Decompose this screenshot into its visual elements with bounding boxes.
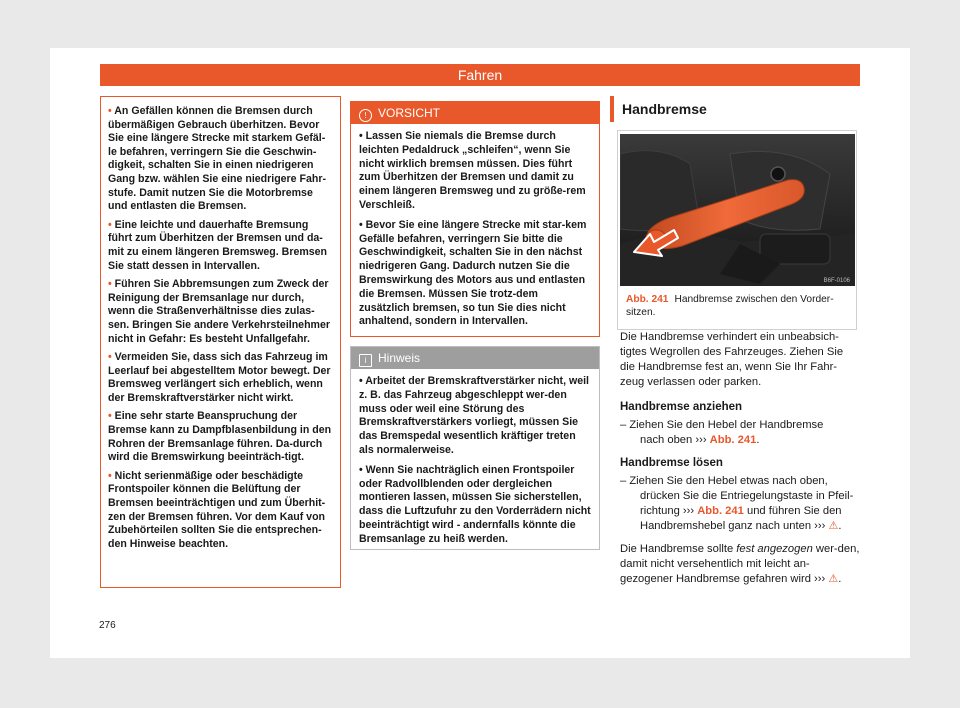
warning-item [108,351,333,405]
step-continuation [630,489,860,504]
release-heading: Handbremse lösen [620,457,723,469]
warning-item [108,410,333,464]
note-box-body [351,369,599,547]
final-text: wer-den, damit nicht versehentlich mit leicht an-gezogener Handbremse gefahren wird [620,543,860,585]
apply-step [620,418,860,448]
punctuation: . [838,573,842,585]
reference-arrows: ››› [695,434,707,446]
section-intro: Die Handbremse verhindert ein unbeabsich-tigtes Wegrollen des Fahrzeuges. Ziehen Sie die Handbremse fest an, wenn Sie Ihr Fahr-zeug verlassen oder parken. [620,331,844,388]
figure-link[interactable]: Abb. 241 [697,505,744,517]
figure-link[interactable]: Abb. 241 [709,434,757,446]
handbrake-figure [620,134,855,286]
handbrake-photo [620,134,855,286]
bullet-icon: • [108,469,112,482]
step-dash: – [620,419,627,431]
punctuation: . [756,434,760,446]
figure-caption [626,293,856,319]
final-emphasis: fest angezogen [736,543,813,555]
step-continuation [630,433,860,448]
bullet-icon: • [108,105,112,117]
warning-item-text: Vermeiden Sie, dass sich das Fahrzeug im Leerlauf bei abgestelltem Motor bewegt. Der Bremsweg verlängert sich erheblich, wenn der Bremskraftverstärker nicht wirkt. [108,351,331,404]
figure-caption-text: Handbremse zwischen den Vorder-sitzen. [626,294,834,318]
reference-arrows: ››› [682,505,695,517]
caution-box-title: VORSICHT [378,106,441,120]
warning-item-text: Nicht serienmäßige oder beschädigte Frontspoiler können die Belüftung der Bremsen beeinträchtigen und zum Überhit-zen der Bremsen führen. Vor dem Kauf von Zubehörteilen sollten Sie die entsprechen-den Hinweise beachten. [108,469,326,550]
caution-item: • Bevor Sie eine längere Strecke mit star-kem Gefälle befahren, verringern Sie bitte die Geschwindigkeit, schalten Sie in den nächst niedrigeren Gang. Dadurch nutzen Sie die Bremswirkung des Motors aus und entlasten die Bremsen. Müssen Sie trotz-dem zusätzlich bremsen, so tun Sie dies nicht anhaltend, sondern in Intervallen. [359,218,587,328]
bullet-icon: • [108,278,112,291]
note-box [350,346,600,550]
step-text: Ziehen Sie den Hebel etwas nach oben, [629,475,828,487]
step-continuation [630,519,860,534]
chapter-header: Fahren [100,64,860,86]
figure-code: B6F-0106 [823,278,850,284]
warning-item [108,219,333,273]
release-step [620,474,860,534]
warning-item-text: Eine sehr starte Beanspruchung der Bremse kann zu Dampfblasenbildung in den Rohren der Bremsanlage führen. Da-durch wird die Bremswirkung beeinträch-tigt. [108,410,332,464]
section-final [620,542,860,587]
section-heading: Handbremse [610,96,860,122]
reference-arrows: ››› [814,520,826,532]
handbrake-section [620,330,860,597]
final-text: Die Handbremse sollte [620,543,734,555]
punctuation: . [838,520,842,532]
step-text: drücken Sie die Entriegelungstaste in Pfeil- [640,490,854,502]
info-icon: i [359,354,372,367]
bullet-icon: • [108,218,112,231]
step-text: Ziehen Sie den Hebel der Handbremse [629,419,824,431]
step-continuation [630,504,860,519]
bullet-icon: • [108,351,112,364]
warning-item [108,278,333,346]
caution-box [350,101,600,337]
warning-item-text: Führen Sie Abbremsungen zum Zweck der Reinigung der Bremsanlage nur durch, wenn die Straßenverhältnisse dies zulas-sen. Bringen Sie andere Verkehrsteilnehmer nicht in Gefahr: Es besteht Unfallgefahr. [108,278,330,345]
apply-heading: Handbremse anziehen [620,401,743,413]
warning-box-brakes [100,96,341,588]
note-item: • Wenn Sie nachträglich einen Frontspoiler oder Radvollblenden oder dergleichen montieren lassen, müssen Sie sicherstellen, dass die Luftzufuhr zu den Vorderrädern nicht beeinträchtigt wird - andernfalls könnte die Bremsanlage zu heiß werden. [359,463,591,545]
caution-icon: ! [359,109,372,122]
note-box-header [351,347,599,369]
warning-item [108,470,333,552]
page-number: 276 [99,620,116,631]
warning-item-text: An Gefällen können die Bremsen durch übermäßigen Gebrauch überhitzen. Bevor Sie eine längere Strecke mit starkem Gefäl-le befahren, verringern Sie die Geschwin-digkeit, schalten Sie in einen niedrigeren Gang bzw. wählen Sie eine niedrigere Fahr-stufe. Damit nutzen Sie die Motorbremse und entlasten die Bremsen. [108,105,327,213]
warning-icon[interactable]: ⚠ [828,573,839,585]
caution-box-body [351,124,599,329]
step-text: und führen Sie den [746,505,842,517]
bullet-icon: • [108,410,112,423]
warning-icon[interactable]: ⚠ [828,520,839,532]
warning-item [108,105,333,214]
note-item: • Arbeitet der Bremskraftverstärker nicht, weil z. B. das Fahrzeug abgeschleppt wer-den muss oder weil eine Störung des Bremskraftverstärkers vorliegt, müssen Sie das Bremspedal wesentlich kräftiger treten als normalerweise. [359,375,589,456]
figure-label: Abb. 241 [626,294,669,305]
caution-item: • Lassen Sie niemals die Bremse durch leichten Pedaldruck „schleifen“, wenn Sie nicht wirklich bremsen müssen. Dies führt zum Überhitzen der Bremsen und damit zu einem längeren Bremsweg und zu größe-rem Verschleiß. [359,130,586,211]
reference-arrows: ››› [814,573,826,585]
warning-item-text: Eine leichte und dauerhafte Bremsung führt zum Überhitzen der Bremsen und da-mit zu einem längeren Bremsweg. Bremsen Sie statt dessen in Intervallen. [108,218,328,272]
step-text: richtung [640,505,680,517]
step-text: Handbremshebel ganz nach unten [640,520,812,532]
caution-box-header [351,102,599,124]
step-dash: – [620,475,627,487]
note-box-title: Hinweis [378,351,421,365]
step-text: nach oben [640,434,693,446]
